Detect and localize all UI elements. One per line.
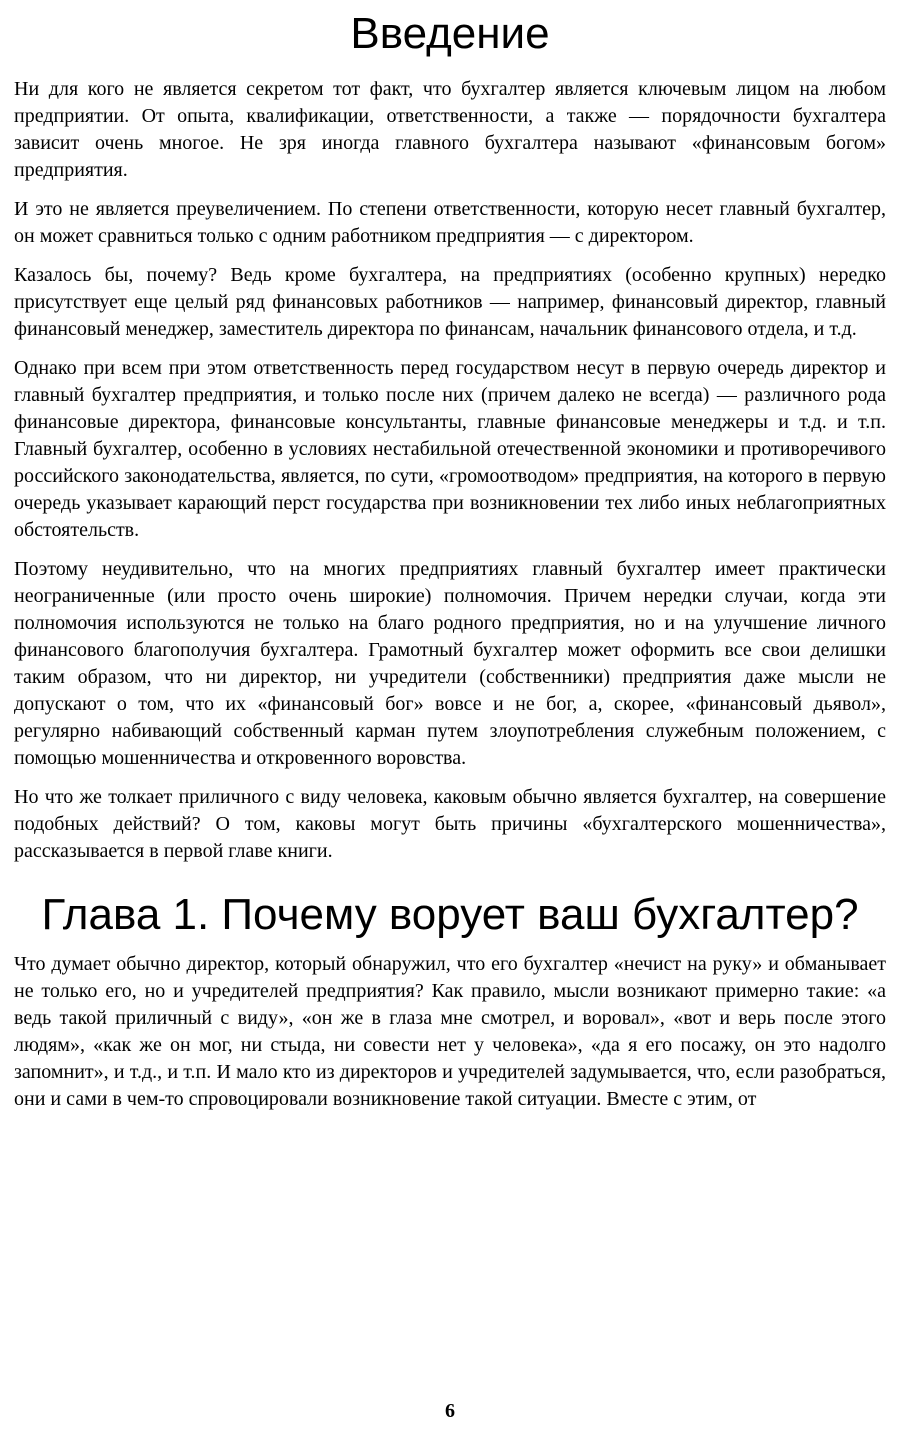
paragraph: Казалось бы, почему? Ведь кроме бухгалтера, на предприятиях (особенно крупных) нередко присутствует еще целый ряд финансовых работников — например, финансовый директор, главный финансовый менеджер, заместитель директора по финансам, начальник финансового отдела, и т.д. [14, 264, 886, 340]
paragraph: И это не является преувеличением. По степени ответственности, которую несет главный бухгалтер, он может сравниться только с одним работником предприятия — с директором. [14, 198, 886, 247]
paragraph: Ни для кого не является секретом тот факт, что бухгалтер является ключевым лицом на любом предприятии. От опыта, квалификации, ответственности, а также — порядочности бухгалтера зависит очень многое. Не зря иногда главного бухгалтера называют «финансовым богом» предприятия. [14, 78, 886, 181]
section-title-intro: Введение [350, 9, 550, 58]
page-number: 6 [445, 1400, 455, 1422]
chapter-title: Глава 1. Почему ворует ваш бухгалтер? [41, 890, 859, 939]
paragraph: Но что же толкает приличного с виду человека, каковым обычно является бухгалтер, на совершение подобных действий? О том, каковы могут быть причины «бухгалтерского мошенничества», рассказывается в первой главе книги. [14, 786, 886, 862]
document-page [14, 0, 886, 1125]
paragraph: Однако при всем при этом ответственность перед государством несут в первую очередь директор и главный бухгалтер предприятия, и только после них (причем далеко не всегда) — различного рода финансовые директора, финансовые консультанты, главные финансовые менеджеры и т.д. и т.п. Главный бухгалтер, особенно в условиях нестабильной отечественной экономики и противоречивого российского законодательства, является, по сути, «громоотводом» предприятия, на которого в первую очередь указывает карающий перст государства при возникновении тех либо иных неблагоприятных обстоятельств. [14, 357, 886, 541]
paragraph: Что думает обычно директор, который обнаружил, что его бухгалтер «нечист на руку» и обманывает не только его, но и учредителей предприятия? Как правило, мысли возникают примерно такие: «а ведь такой приличный с виду», «он же в глаза мне смотрел, и воровал», «вот и верь после этого людям», «как же он мог, ни стыда, ни совести нет у человека», «да я его посажу, он это надолго запомнит», и т.д., и т.п. И мало кто из директоров и учредителей задумывается, что, если разобраться, они и сами в чем-то спровоцировали возникновение такой ситуации. Вместе с этим, от [14, 953, 886, 1110]
paragraph: Поэтому неудивительно, что на многих предприятиях главный бухгалтер имеет практически неограниченные (или просто очень широкие) полномочия. Причем нередки случаи, когда эти полномочия используются не только на благо родного предприятия, но и на улучшение личного финансового благополучия бухгалтера. Грамотный бухгалтер может оформить все свои делишки таким образом, что ни директор, ни учредители (собственники) предприятия даже мысли не допускают о том, что их «финансовый бог» вовсе и не бог, а, скорее, «финансовый дьявол», регулярно набивающий собственный карман путем злоупотребления служебным положением, с помощью мошенничества и откровенного воровства. [14, 558, 886, 769]
